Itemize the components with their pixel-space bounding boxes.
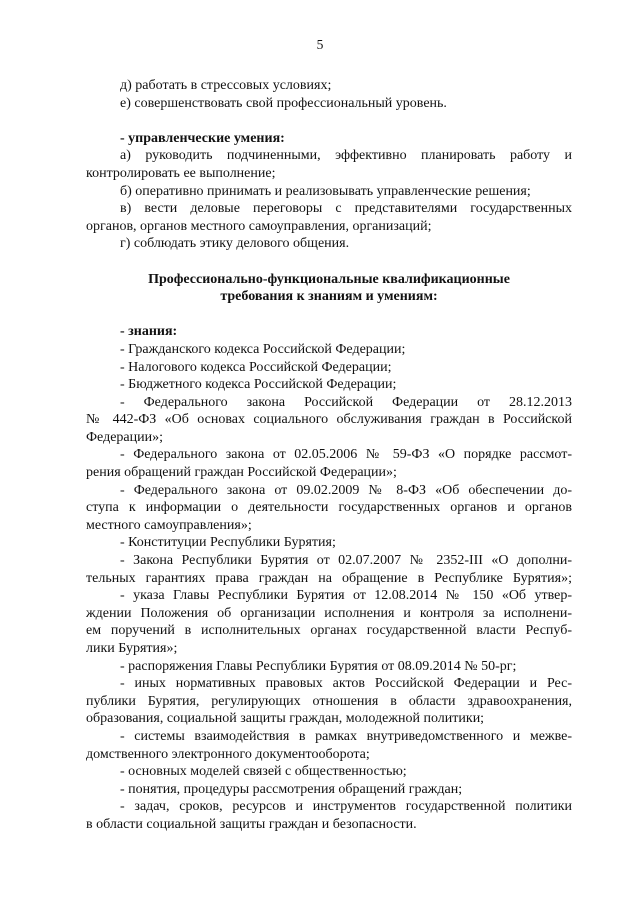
- skill-line: д) работать в стрессовых условиях;: [120, 78, 332, 93]
- skill-line: е) совершенствовать свой профессиональный уровень.: [120, 95, 447, 111]
- knowledge-line: - системы взаимодействия в рамках внутриведомственного и межве-: [120, 728, 572, 744]
- document-body: [86, 77, 572, 834]
- knowledge-line: Федерации»;: [86, 429, 164, 445]
- knowledge-line: - иных нормативных правовых актов Российской Федерации и Рес-: [120, 676, 572, 692]
- knowledge-line: - основных моделей связей с общественностью;: [120, 764, 407, 780]
- skill-line: а) руководить подчиненными, эффективно планировать работу и: [120, 148, 572, 164]
- knowledge-line: - Налогового кодекса Российской Федерации;: [120, 359, 392, 375]
- knowledge-line: тельных гарантиях права граждан на обращение в Республике Бурятия»;: [86, 570, 572, 586]
- paragraph-gap: [86, 253, 572, 271]
- knowledge-line: ем поручений в исполнительных органах государственной власти Респуб-: [86, 623, 572, 639]
- knowledge-line: - Конституции Республики Бурятия;: [120, 535, 336, 551]
- knowledge-line: домственного электронного документооборота;: [86, 746, 370, 762]
- knowledge-line: - Федерального закона Российской Федерации от 28.12.2013: [120, 394, 572, 410]
- paragraph-gap: [86, 306, 572, 324]
- section-heading-management-skills: - управленческие умения:: [120, 130, 285, 146]
- knowledge-line: - Федерального закона от 02.05.2006 № 59-ФЗ «О порядке рассмот-: [120, 447, 572, 463]
- knowledge-line: - распоряжения Главы Республики Бурятия от 08.09.2014 № 50-рг;: [120, 658, 517, 674]
- knowledge-line: публики Бурятия, регулирующих отношения в области здравоохранения,: [86, 693, 572, 709]
- knowledge-line: - Федерального закона от 09.02.2009 № 8-ФЗ «Об обеспечении до-: [120, 482, 572, 498]
- knowledge-line: - Гражданского кодекса Российской Федерации;: [120, 341, 406, 357]
- knowledge-line: № 442-ФЗ «Об основах социального обслуживания граждан в Российской: [86, 412, 572, 428]
- knowledge-line: - указа Главы Республики Бурятия от 12.08.2014 № 150 «Об утвер-: [120, 588, 572, 604]
- skill-line: в) вести деловые переговоры с представителями государственных: [120, 201, 572, 217]
- knowledge-line: в области социальной защиты граждан и безопасности.: [86, 816, 417, 832]
- knowledge-line: - Закона Республики Бурятия от 02.07.2007 № 2352-III «О дополни-: [120, 553, 572, 569]
- knowledge-line: местного самоуправления»;: [86, 517, 252, 533]
- skill-line: г) соблюдать этику делового общения.: [120, 236, 350, 252]
- knowledge-line: - понятия, процедуры рассмотрения обращений граждан;: [120, 781, 463, 797]
- section-title: Профессионально-функциональные квалификационные: [148, 271, 510, 287]
- page-number: 5: [316, 37, 324, 52]
- knowledge-line: образования, социальной защиты граждан, молодежной политики;: [86, 711, 485, 727]
- knowledge-line: ступа к информации о деятельности государственных органов и органов: [86, 500, 572, 516]
- skill-line: б) оперативно принимать и реализовывать управленческие решения;: [120, 183, 531, 199]
- knowledge-line: лики Бурятия»;: [86, 641, 178, 656]
- skill-line: органов, органов местного самоуправления, организаций;: [86, 218, 432, 234]
- paragraph-gap: [86, 112, 572, 130]
- knowledge-line: ждении Положения об организации исполнения и контроля за исполнени-: [86, 605, 572, 621]
- section-title: требования к знаниям и умениям:: [220, 289, 438, 305]
- knowledge-line: - задач, сроков, ресурсов и инструментов государственной политики: [120, 799, 572, 815]
- skill-line: контролировать ее выполнение;: [86, 165, 276, 181]
- section-heading-knowledge: - знания:: [120, 324, 178, 340]
- knowledge-line: - Бюджетного кодекса Российской Федерации;: [120, 377, 397, 393]
- knowledge-line: рения обращений граждан Российской Федерации»;: [86, 465, 397, 481]
